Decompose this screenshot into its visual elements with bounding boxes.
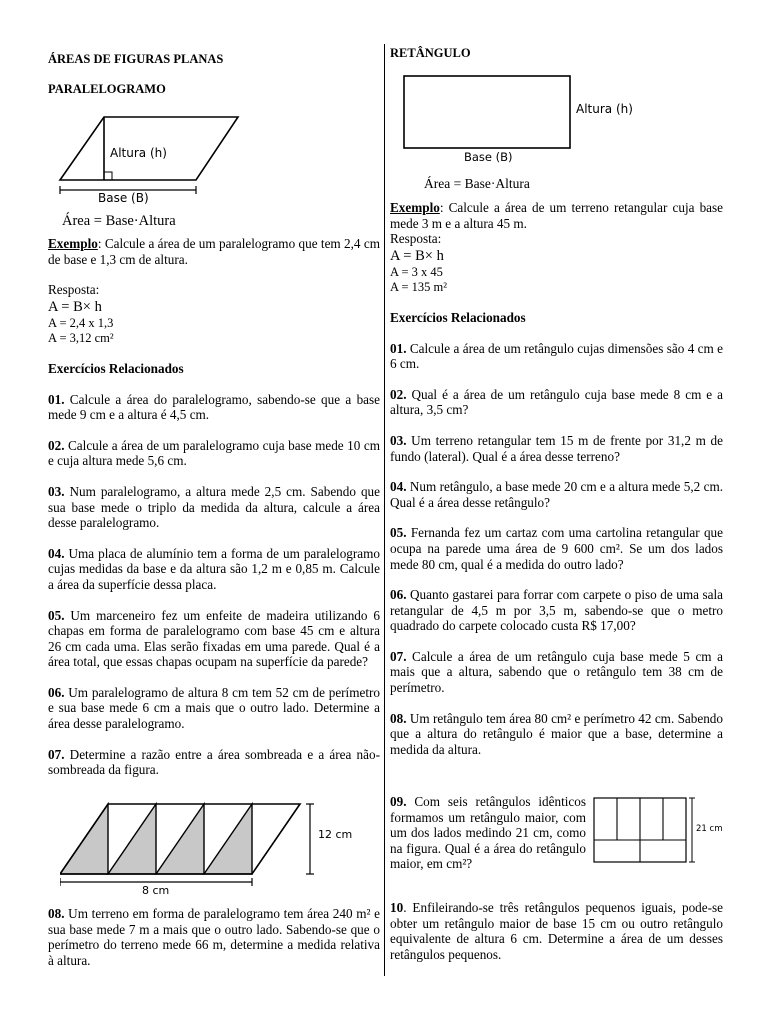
- fig7-height-label: 12 cm: [318, 828, 353, 841]
- exercise-item: 07. Determine a razão entre a área sombreada e a área não-sombreada da figura.: [48, 746, 380, 778]
- answer-formula: A = B× h: [390, 247, 444, 264]
- shaded-triangle-2: [108, 804, 156, 874]
- exercise-item: 02. Qual é a área de um retângulo cuja base mede 8 cm e a altura, 3,5 cm?: [390, 386, 723, 418]
- fig7-base-label: 8 cm: [142, 884, 170, 897]
- parallelogram-area-formula: Área = Base·Altura: [62, 213, 176, 229]
- example-label: Exemplo: [390, 200, 440, 215]
- parallelogram-height-label: Altura (h): [110, 146, 167, 160]
- example-label: Exemplo: [48, 236, 98, 251]
- rectangle-height-label: Altura (h): [576, 102, 633, 116]
- shaded-parallelogram-diagram: [60, 800, 360, 900]
- answer-line-2: A = 3,12 cm²: [48, 331, 114, 346]
- page-title: ÁREAS DE FIGURAS PLANAS: [48, 52, 224, 66]
- answer-line-1: A = 3 x 45: [390, 264, 443, 279]
- rectangle-diagram: [400, 72, 650, 168]
- parallelogram-base-label: Base (B): [98, 191, 149, 205]
- answer-line-1: A = 2,4 x 1,3: [48, 315, 114, 330]
- exercise-item: 05. Um marceneiro fez um enfeite de madeira utilizando 6 chapas em forma de paralelogramo com base 45 cm e altura 26 cm cada uma. Elas serão fixadas em uma parede. Qual é a área total, que essas chapas ocupam na superfície da parede?: [48, 607, 380, 670]
- exercise-item: 02. Calcule a área de um paralelogramo cuja base mede 10 cm e cuja altura mede 5,6 cm.: [48, 437, 380, 469]
- right-angle-mark: [104, 172, 112, 180]
- exercise-item: 03. Um terreno retangular tem 15 m de frente por 31,2 m de fundo (lateral). Qual é a área desse terreno?: [390, 432, 723, 464]
- exercise-item: 04. Num retângulo, a base mede 20 cm e a altura mede 5,2 cm. Qual é a área desse retângulo?: [390, 479, 723, 510]
- exercise-item: 01. Calcule a área do paralelogramo, sabendo-se que a base mede 9 cm e a altura é 4,5 cm.: [48, 391, 380, 423]
- answer-label: Resposta:: [390, 231, 442, 247]
- answer-formula: A = B× h: [48, 298, 102, 315]
- section-title-rectangle: RETÂNGULO: [390, 46, 471, 60]
- exercise-7-figure: [60, 800, 360, 900]
- exercise-item: 10. Enfileirando-se três retângulos pequenos iguais, pode-se obter um retângulo maior de base 15 cm ou outro retângulo equivalente de altura 6 cm. Determine a área de um desses retângulos pequenos.: [390, 900, 723, 962]
- left-exercise-8-block: [48, 906, 380, 968]
- exercise-item: 04. Uma placa de alumínio tem a forma de um paralelogramo cujas medidas da base e da altura são 1,2 m e 0,85 m. Calcule a área da superfície dessa placa.: [48, 545, 380, 592]
- exercise-item: 09. Com seis retângulos idênticos formamos um retângulo maior, com um dos lados medindo 21 cm, como na figura. Qual é a área do retângulo maior, em cm²?: [390, 794, 586, 872]
- column-divider: [384, 44, 385, 976]
- rectangle-figure: [400, 72, 650, 168]
- shaded-triangle-3: [156, 804, 204, 874]
- exercises-title: Exercícios Relacionados: [48, 360, 184, 376]
- exercise-item: 08. Um terreno em forma de paralelogramo tem área 240 m² e sua base mede 7 m a mais que o outro lado. Sabendo-se que o perímetro do terreno mede 66 m, determine a medida relativa à altura.: [48, 906, 380, 968]
- exercise-9-figure: [592, 796, 732, 868]
- exercise-item: 03. Num paralelogramo, a altura mede 2,5 cm. Sabendo que sua base mede o triplo da medida da altura, calcule a área desse paralelogramo.: [48, 483, 380, 531]
- exercise-9-block: [390, 794, 586, 872]
- exercise-item: 07. Calcule a área de um retângulo cuja base mede 5 cm a mais que a altura, sabendo que o retângulo tem 38 cm de perímetro.: [390, 648, 723, 696]
- answer-label: Resposta:: [48, 282, 100, 298]
- example-text: : Calcule a área de um paralelogramo que tem 2,4 cm de base e 1,3 cm de altura.: [48, 236, 380, 267]
- exercise-item: 06. Um paralelogramo de altura 8 cm tem 52 cm de perímetro e sua base mede 6 cm a mais que o outro lado. Determine a área desse paralelogramo.: [48, 684, 380, 732]
- parallelogram-diagram: [56, 112, 316, 212]
- exercise-item: 08. Um retângulo tem área 80 cm² e perímetro 42 cm. Sabendo que a altura do retângulo é maior que a base, determine a medida da altura.: [390, 710, 723, 757]
- rectangle-shape: [404, 76, 570, 148]
- exercise-item: 01. Calcule a área de um retângulo cujas dimensões são 4 cm e 6 cm.: [390, 340, 723, 372]
- rectangle-area-formula: Área = Base·Altura: [424, 176, 530, 191]
- exercises-title: Exercícios Relacionados: [390, 309, 526, 325]
- section-title-parallelogram: PARALELOGRAMO: [48, 82, 166, 96]
- left-example-block: [48, 236, 380, 778]
- fig9-side-label: 21 cm: [696, 824, 723, 834]
- example-text: : Calcule a área de um terreno retangular cuja base mede 3 m e a altura 45 m.: [390, 200, 723, 231]
- answer-line-2: A = 135 m²: [390, 280, 447, 295]
- exercise-10-block: [390, 900, 723, 962]
- parallelogram-figure: [56, 112, 316, 212]
- right-example-block: [390, 200, 723, 757]
- rectangle-base-label: Base (B): [464, 150, 513, 164]
- exercise-item: 06. Quanto gastarei para forrar com carpete o piso de uma sala retangular de 4,5 m por 3,5 m, sabendo-se que o metro quadrado do carpete colocado custa R$ 17,00?: [390, 587, 723, 634]
- exercise-item: 05. Fernanda fez um cartaz com uma cartolina retangular que ocupa na parede uma área de 9 600 cm². Se um dos lados mede 80 cm, qual é a medida do outro lado?: [390, 525, 723, 572]
- shaded-triangle-4: [204, 804, 252, 874]
